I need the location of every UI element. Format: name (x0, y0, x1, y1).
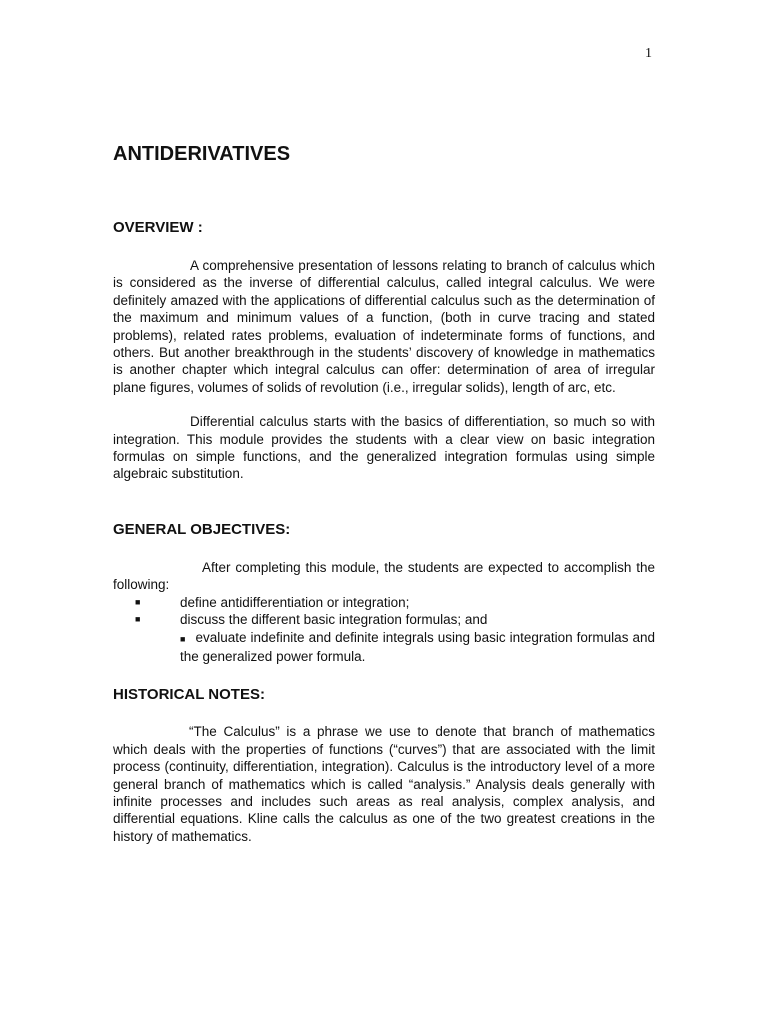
historical-notes-paragraph: “The Calculus” is a phrase we use to denote that branch of mathematics which deals with the properties of functions (“curves”) that are associated with the limit process (continuity, differentiation, integration). Calculus is the introductory level of a more general branch of mathematics which is called “analysis.” Analysis deals generally with infinite processes and includes such areas as real analysis, complex analysis, and differential equations. Kline calls the calculus as one of the two greatest creations in the history of mathematics. (113, 724, 655, 844)
overview-paragraph-2: Differential calculus starts with the basics of differentiation, so much so with integration. This module provides the students with a clear view on basic integration formulas on simple functions, and the generalized integration formulas using simple algebraic substitution. (113, 414, 655, 482)
overview-heading: OVERVIEW : (113, 219, 203, 236)
objective-text-2: discuss the different basic integration formulas; and (180, 612, 488, 628)
objectives-heading: GENERAL OBJECTIVES: (113, 520, 291, 538)
objective-text-1: define antidifferentiation or integration; (180, 594, 410, 610)
objective-item-3 (113, 629, 655, 666)
bullet-icon: ■ (135, 596, 141, 607)
page-number: 1 (645, 46, 652, 61)
bullet-icon: ■ (180, 633, 186, 644)
objectives-list (113, 594, 655, 666)
bullet-icon: ■ (135, 614, 141, 625)
objective-item-1 (113, 594, 655, 611)
historical-notes-heading: HISTORICAL NOTES: (113, 686, 265, 704)
objective-text-3: evaluate indefinite and definite integrals using basic integration formulas and the generalized power formula. (180, 629, 655, 664)
objective-item-2 (113, 611, 655, 628)
overview-paragraph-1: A comprehensive presentation of lessons relating to branch of calculus which is considered as the inverse of differential calculus, called integral calculus. We were definitely amazed with the applications of differential calculus such as the determination of the maximum and minimum values of a function, (both in curve tracing and stated problems), related rates problems, evaluation of indeterminate forms of functions, and others. But another breakthrough in the students’ discovery of knowledge in mathematics is another chapter which integral calculus can offer: determination of area of irregular plane figures, volumes of solids of revolution (i.e., irregular solids), length of arc, etc. (113, 258, 655, 395)
document-title: ANTIDERIVATIVES (113, 143, 291, 165)
document-body (113, 142, 655, 845)
objectives-intro: After completing this module, the students are expected to accomplish the following: (113, 559, 655, 593)
